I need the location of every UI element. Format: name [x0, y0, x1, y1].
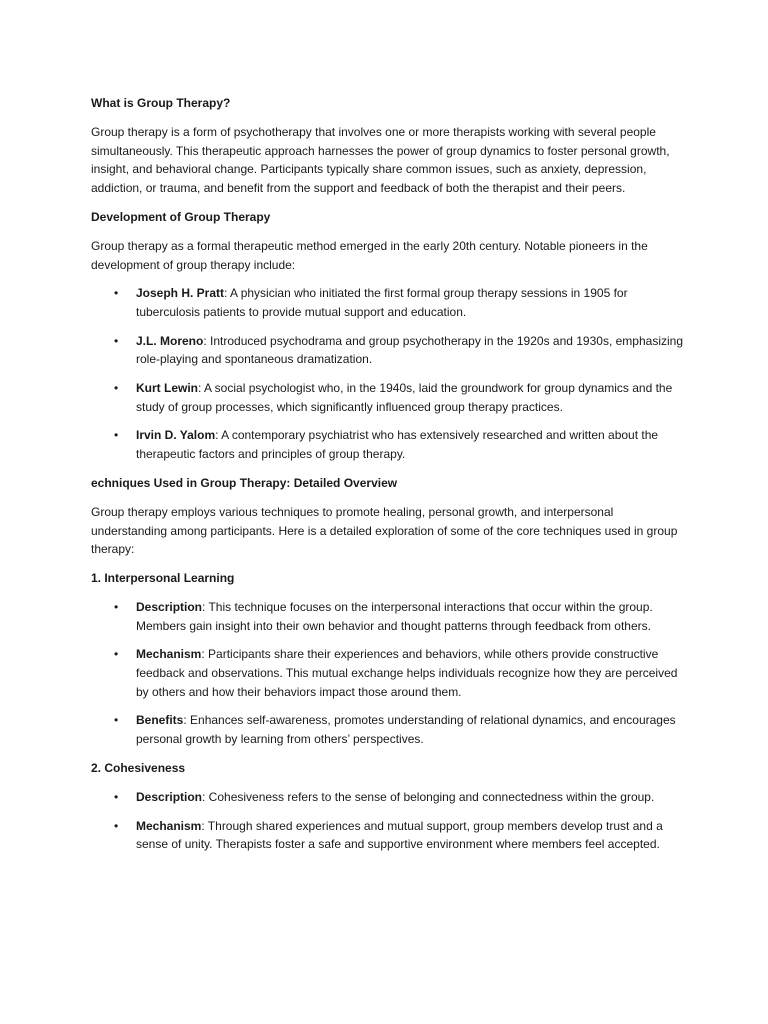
- section-heading-development: Development of Group Therapy: [91, 209, 271, 224]
- list-item-term: Description: [136, 789, 203, 804]
- techniques-paragraph: Group therapy employs various techniques to promote healing, personal growth, and interpersonal understanding among participants. Here is a detailed exploration of some of the core techniques used in group therapy:: [91, 504, 678, 557]
- list-item-text: : Introduced psychodrama and group psychotherapy in the 1920s and 1930s, emphasizing role-playing and spontaneous dramatization.: [136, 333, 683, 367]
- list-item-text: : A social psychologist who, in the 1940s, laid the groundwork for group dynamics and the study of group processes, which significantly influenced group therapy practices.: [136, 381, 673, 414]
- bullet-icon: •: [114, 286, 119, 301]
- bullet-icon: •: [114, 428, 119, 443]
- bullet-icon: •: [114, 713, 119, 728]
- development-paragraph: Group therapy as a formal therapeutic method emerged in the early 20th century. Notable pioneers in the development of group therapy include:: [91, 238, 648, 272]
- list-item-text: : Cohesiveness refers to the sense of belonging and connectedness within the group.: [202, 789, 655, 804]
- list-item-text: : Participants share their experiences and behaviors, while others provide constructive feedback and observations. This mutual exchange helps individuals recognize how they are perceived by others and how their behaviors impact those around them.: [136, 647, 678, 699]
- list-item-term: Mechanism: [136, 818, 202, 833]
- list-item-term: Irvin D. Yalom: [136, 428, 216, 443]
- list-item-term: Joseph H. Pratt: [136, 286, 225, 301]
- list-item: [91, 332, 691, 369]
- list-item: [91, 598, 691, 635]
- list-item-term: J.L. Moreno: [136, 333, 204, 348]
- document-page: [91, 94, 691, 864]
- section-heading-cohesiveness: 2. Cohesiveness: [91, 760, 186, 775]
- cohesiveness-list: [91, 788, 691, 854]
- list-item-term: Benefits: [136, 713, 184, 728]
- list-item-term: Description: [136, 599, 203, 614]
- list-item: [91, 379, 691, 416]
- list-item: [91, 426, 691, 463]
- list-item-text: : A contemporary psychiatrist who has extensively researched and written about the therapeutic factors and principles of group therapy.: [136, 428, 659, 462]
- list-item: [91, 711, 691, 748]
- list-item-term: Kurt Lewin: [136, 381, 198, 396]
- list-item: [91, 284, 691, 321]
- list-item-text: : This technique focuses on the interpersonal interactions that occur within the group. Members gain insight into their own behavior and thought patterns through feedback from others.: [136, 599, 653, 633]
- bullet-icon: •: [114, 381, 119, 396]
- list-item-text: : A physician who initiated the first formal group therapy sessions in 1905 for tuberculosis patients to provide mutual support and education.: [136, 286, 628, 319]
- bullet-icon: •: [114, 647, 119, 662]
- list-item-text: : Through shared experiences and mutual support, group members develop trust and a sense of unity. Therapists foster a safe and supportive environment where members feel accepted.: [136, 818, 663, 852]
- list-item: [91, 817, 691, 854]
- bullet-icon: •: [114, 789, 119, 804]
- list-item: [91, 645, 691, 701]
- bullet-icon: •: [114, 818, 119, 833]
- interpersonal-learning-list: [91, 598, 691, 749]
- list-item-term: Mechanism: [136, 647, 202, 662]
- section-heading-interpersonal-learning: 1. Interpersonal Learning: [91, 570, 235, 585]
- list-item: [91, 788, 691, 807]
- section-heading-what-is-group-therapy: What is Group Therapy?: [91, 96, 231, 110]
- pioneers-list: [91, 284, 691, 464]
- bullet-icon: •: [114, 333, 119, 348]
- section-heading-techniques: echniques Used in Group Therapy: Detailed Overview: [91, 475, 398, 490]
- intro-paragraph: Group therapy is a form of psychotherapy that involves one or more therapists working with several people simultaneously. This therapeutic approach harnesses the power of group dynamics to foster personal growth, insight, and behavioral change. Participants typically share common issues, such as anxiety, depression, addiction, or trauma, and benefit from the support and feedback of both the therapist and their peers.: [91, 125, 670, 196]
- list-item-text: : Enhances self-awareness, promotes understanding of relational dynamics, and encourages personal growth by learning from others’ perspectives.: [136, 713, 676, 747]
- bullet-icon: •: [114, 599, 119, 614]
